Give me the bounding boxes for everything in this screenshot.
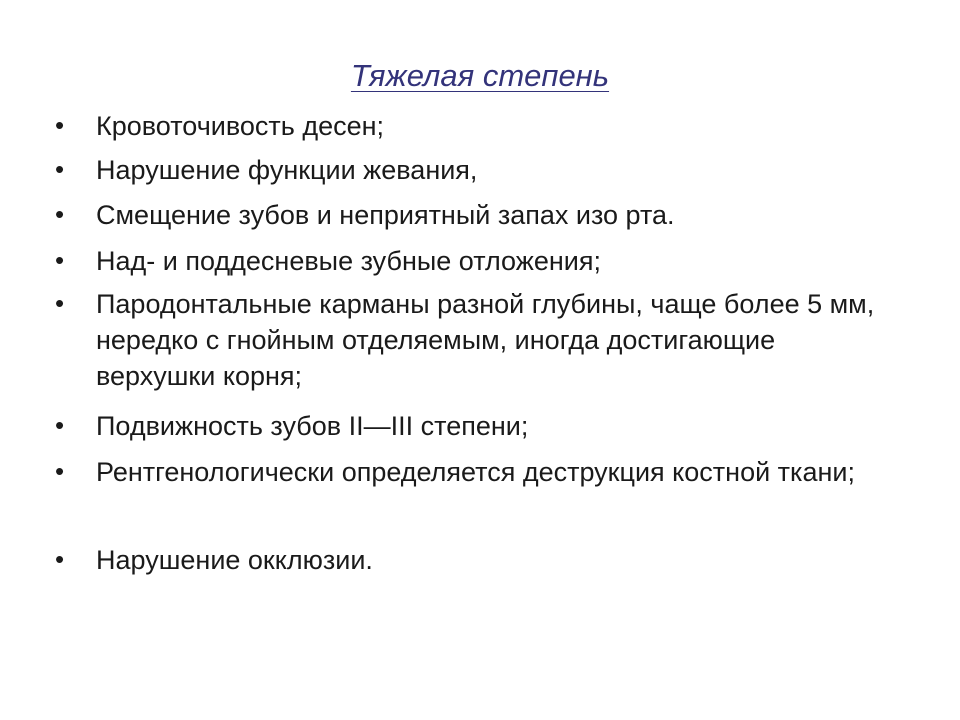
bullet-text: Рентгенологически определяется деструкция костной ткани; [96, 457, 855, 487]
bullet-text: Подвижность зубов II—III степени; [96, 411, 529, 441]
bullet-dot-icon: • [55, 288, 65, 318]
slide-title [0, 58, 960, 94]
bullet-text: Смещение зубов и неприятный запах изо рта. [96, 200, 675, 230]
bullet-dot-icon: • [55, 456, 65, 486]
bullet-text: Кровоточивость десен; [96, 111, 385, 141]
bullet-dot-icon: • [55, 199, 65, 229]
bullet-text: Пародонтальные карманы разной глубины, чаще более 5 мм, нередко с гнойным отделяемым, иногда достигающие верхушки корня; [96, 289, 875, 391]
bullet-text: Над- и поддесневые зубные отложения; [96, 246, 601, 276]
bullet-text: Нарушение функции жевания, [96, 155, 478, 185]
bullet-dot-icon: • [55, 110, 65, 140]
slide-title-text: Тяжелая степень [350, 58, 610, 93]
bullet-dot-icon: • [55, 154, 65, 184]
bullet-dot-icon: • [55, 410, 65, 440]
bullet-text: Нарушение окклюзии. [96, 545, 373, 575]
bullet-dot-icon: • [55, 245, 65, 275]
bullet-dot-icon: • [55, 544, 65, 574]
